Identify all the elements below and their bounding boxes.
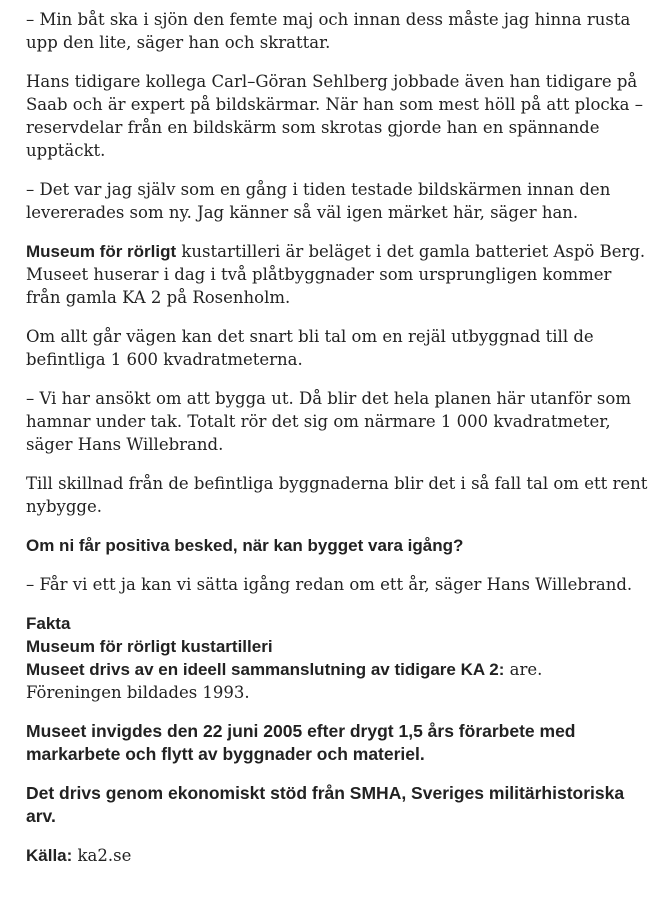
- fact-heading: Fakta: [26, 614, 71, 633]
- museum-location-text: kustartilleri är beläget i det gamla batteriet Aspö Berg. Museet huserar i dag i två plåtbyggnader som ursprungligen kommer från gamla KA 2 på Rosenholm.: [26, 242, 646, 307]
- paragraph-application-quote: – Vi har ansökt om att bygga ut. Då blir det hela planen här utanför som hamnar under tak. Totalt rör det sig om närmare 1 000 kvadratmeter, säger Hans Willebrand.: [26, 389, 631, 454]
- fact-inauguration: Museet invigdes den 22 juni 2005 efter drygt 1,5 års förarbete med markarbete och flytt av byggnader och materiel.: [26, 721, 576, 764]
- paragraph-new-building: Till skillnad från de befintliga byggnaderna blir det i så fall tal om ett rent nybygge.: [26, 474, 648, 516]
- interview-question: Om ni får positiva besked, när kan bygget vara igång?: [26, 536, 464, 555]
- paragraph-boat-quote: – Min båt ska i sjön den femte maj och innan dess måste jag hinna rusta upp den lite, säger han och skrattar.: [26, 10, 631, 52]
- museum-name-bold: Museum för rörligt: [26, 242, 177, 261]
- fact-founded: Föreningen bildades 1993.: [26, 683, 250, 702]
- article-body: [26, 8, 648, 867]
- paragraph-colleague: Hans tidigare kollega Carl–Göran Sehlberg jobbade även han tidigare på Saab och är expert på bildskärmar. När han som mest höll på att plocka – reservdelar från en bildskärm som skrotas gjorde han en spännande upptäckt.: [26, 72, 644, 160]
- fact-association: [26, 658, 648, 681]
- fact-box: [26, 612, 648, 704]
- interview-answer: – Får vi ett ja kan vi sätta igång redan om ett år, säger Hans Willebrand.: [26, 575, 633, 594]
- source-value: ka2.se: [72, 846, 132, 865]
- fact-funding: Det drivs genom ekonomiskt stöd från SMHA, Sveriges militärhistoriska arv.: [26, 783, 625, 826]
- paragraph-expansion: Om allt går vägen kan det snart bli tal om en rejäl utbyggnad till de befintliga 1 600 kvadratmeterna.: [26, 327, 594, 369]
- source-label: Källa:: [26, 846, 73, 865]
- fact-association-rest: are.: [504, 660, 543, 679]
- paragraph-museum-location: [26, 240, 648, 309]
- source-line: [26, 844, 648, 867]
- paragraph-screen-quote: – Det var jag själv som en gång i tiden testade bildskärmen innan den levererades som ny. Jag känner så väl igen märket här, säger han.: [26, 180, 611, 222]
- fact-title: Museum för rörligt kustartilleri: [26, 637, 273, 656]
- fact-association-bold: Museet drivs av en ideell sammanslutning av tidigare KA 2:: [26, 660, 505, 679]
